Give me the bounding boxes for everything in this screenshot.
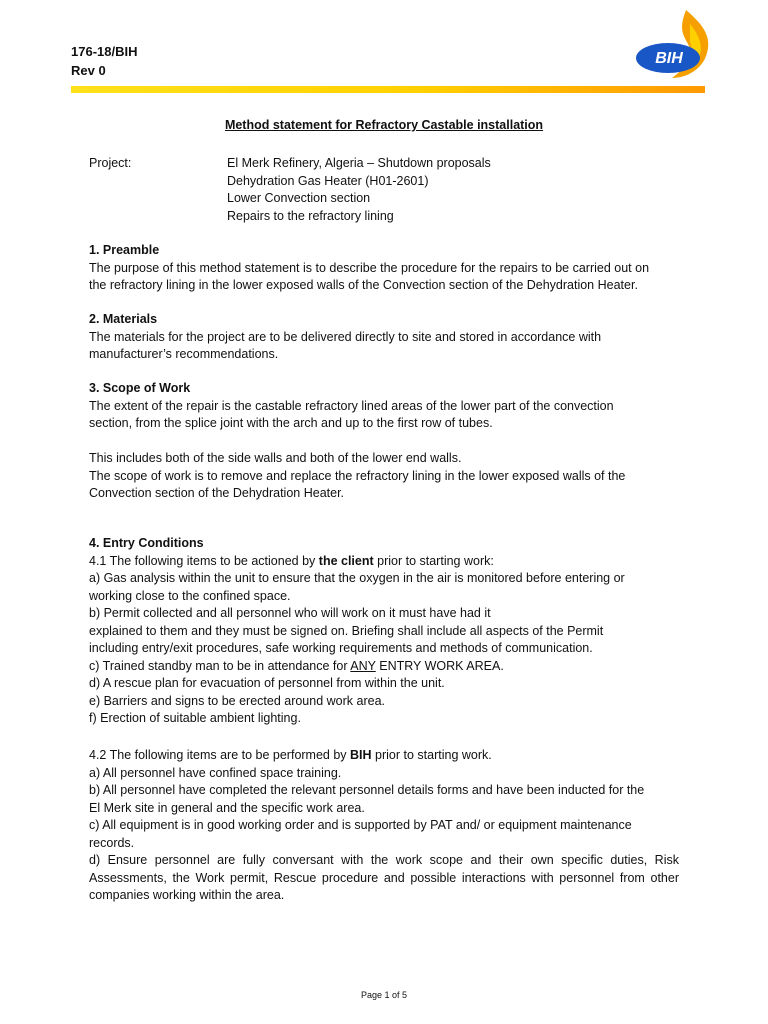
section-heading: 4. Entry Conditions: [89, 536, 204, 550]
list-item: El Merk site in general and the specific work area.: [89, 800, 365, 815]
subsection-4-2-intro: [89, 747, 679, 765]
section-materials: [89, 311, 679, 364]
paragraph-line: section, from the splice joint with the arch and up to the first row of tubes.: [89, 416, 493, 430]
list-item: a) All personnel have confined space training.: [89, 765, 342, 780]
revision-label: Rev 0: [71, 63, 106, 78]
project-line: Lower Convection section: [227, 191, 371, 205]
project-line: Repairs to the refractory lining: [227, 208, 394, 223]
paragraph-line: The materials for the project are to be delivered directly to site and stored in accordance with: [89, 329, 602, 344]
section-heading: 1. Preamble: [89, 243, 160, 257]
list-item-c: [89, 658, 679, 676]
paragraph-line: The scope of work is to remove and replace the refractory lining in the lower exposed walls of the: [89, 468, 626, 483]
section-scope: [89, 380, 679, 433]
list-item: records.: [89, 835, 135, 850]
section-scope-continued: [89, 450, 679, 503]
document-reference: [71, 42, 137, 80]
list-item: b) All personnel have completed the relevant personnel details forms and have been inducted for the: [89, 783, 645, 797]
intro-text: 4.2 The following items are to be performed by: [89, 748, 351, 762]
list-item: d) A rescue plan for evacuation of personnel from within the unit.: [89, 676, 445, 690]
item-underlined: ANY: [350, 658, 376, 673]
section-entry-conditions: [89, 535, 679, 728]
intro-bold: BIH: [350, 748, 372, 762]
list-item: a) Gas analysis within the unit to ensure that the oxygen in the air is monitored before entering or: [89, 571, 625, 585]
list-item: Assessments, the Work permit, Rescue procedure and possible interactions with personnel from other: [89, 870, 679, 885]
list-item: e) Barriers and signs to be erected around work area.: [89, 693, 385, 708]
paragraph-line: The extent of the repair is the castable refractory lined areas of the lower part of the convection: [89, 398, 614, 413]
document-number: 176-18/BIH: [71, 44, 138, 59]
intro-text: 4.1 The following items to be actioned by: [89, 553, 319, 568]
section-heading: 2. Materials: [89, 312, 158, 326]
logo-text: BIH: [655, 50, 683, 67]
intro-text: prior to starting work:: [373, 553, 494, 568]
list-item: b) Permit collected and all personnel who will work on it must have had it: [89, 606, 491, 620]
subsection-4-2: [89, 747, 679, 905]
list-item: explained to them and they must be signed on. Briefing shall include all aspects of the Permit: [89, 623, 604, 638]
list-item: working close to the confined space.: [89, 588, 291, 603]
project-details: [227, 155, 491, 225]
document-title: Method statement for Refractory Castable installation: [224, 118, 544, 132]
project-label: Project:: [89, 156, 132, 170]
page-number: Page 1 of 5: [360, 990, 408, 1000]
project-line: El Merk Refinery, Algeria – Shutdown proposals: [227, 156, 491, 170]
list-item: c) All equipment is in good working order and is supported by PAT and/ or equipment maintenance: [89, 818, 632, 832]
paragraph-line: The purpose of this method statement is to describe the procedure for the repairs to be carried out on: [89, 260, 650, 275]
list-item: d) Ensure personnel are fully conversant with the work scope and their own specific duties, Risk: [89, 853, 679, 867]
list-item: including entry/exit procedures, safe working requirements and methods of communication.: [89, 641, 593, 655]
section-preamble: [89, 242, 679, 295]
paragraph-line: the refractory lining in the lower exposed walls of the Convection section of the Dehydration Heater.: [89, 278, 638, 292]
flame-icon: [628, 8, 718, 80]
subsection-4-1-intro: [89, 553, 679, 571]
bih-logo: [628, 8, 718, 80]
item-text: c) Trained standby man to be in attendance for: [89, 658, 351, 673]
paragraph-line: This includes both of the side walls and both of the lower end walls.: [89, 451, 462, 465]
paragraph-line: Convection section of the Dehydration Heater.: [89, 486, 345, 500]
intro-text: prior to starting work.: [371, 748, 492, 762]
list-item: companies working within the area.: [89, 888, 285, 902]
header-divider-bar: [71, 86, 705, 93]
project-line: Dehydration Gas Heater (H01-2601): [227, 173, 429, 188]
paragraph-line: manufacturer’s recommendations.: [89, 347, 279, 361]
intro-bold: the client: [318, 553, 374, 568]
list-item: f) Erection of suitable ambient lighting.: [89, 711, 301, 725]
section-heading: 3. Scope of Work: [89, 381, 191, 395]
item-text: ENTRY WORK AREA.: [375, 658, 504, 673]
